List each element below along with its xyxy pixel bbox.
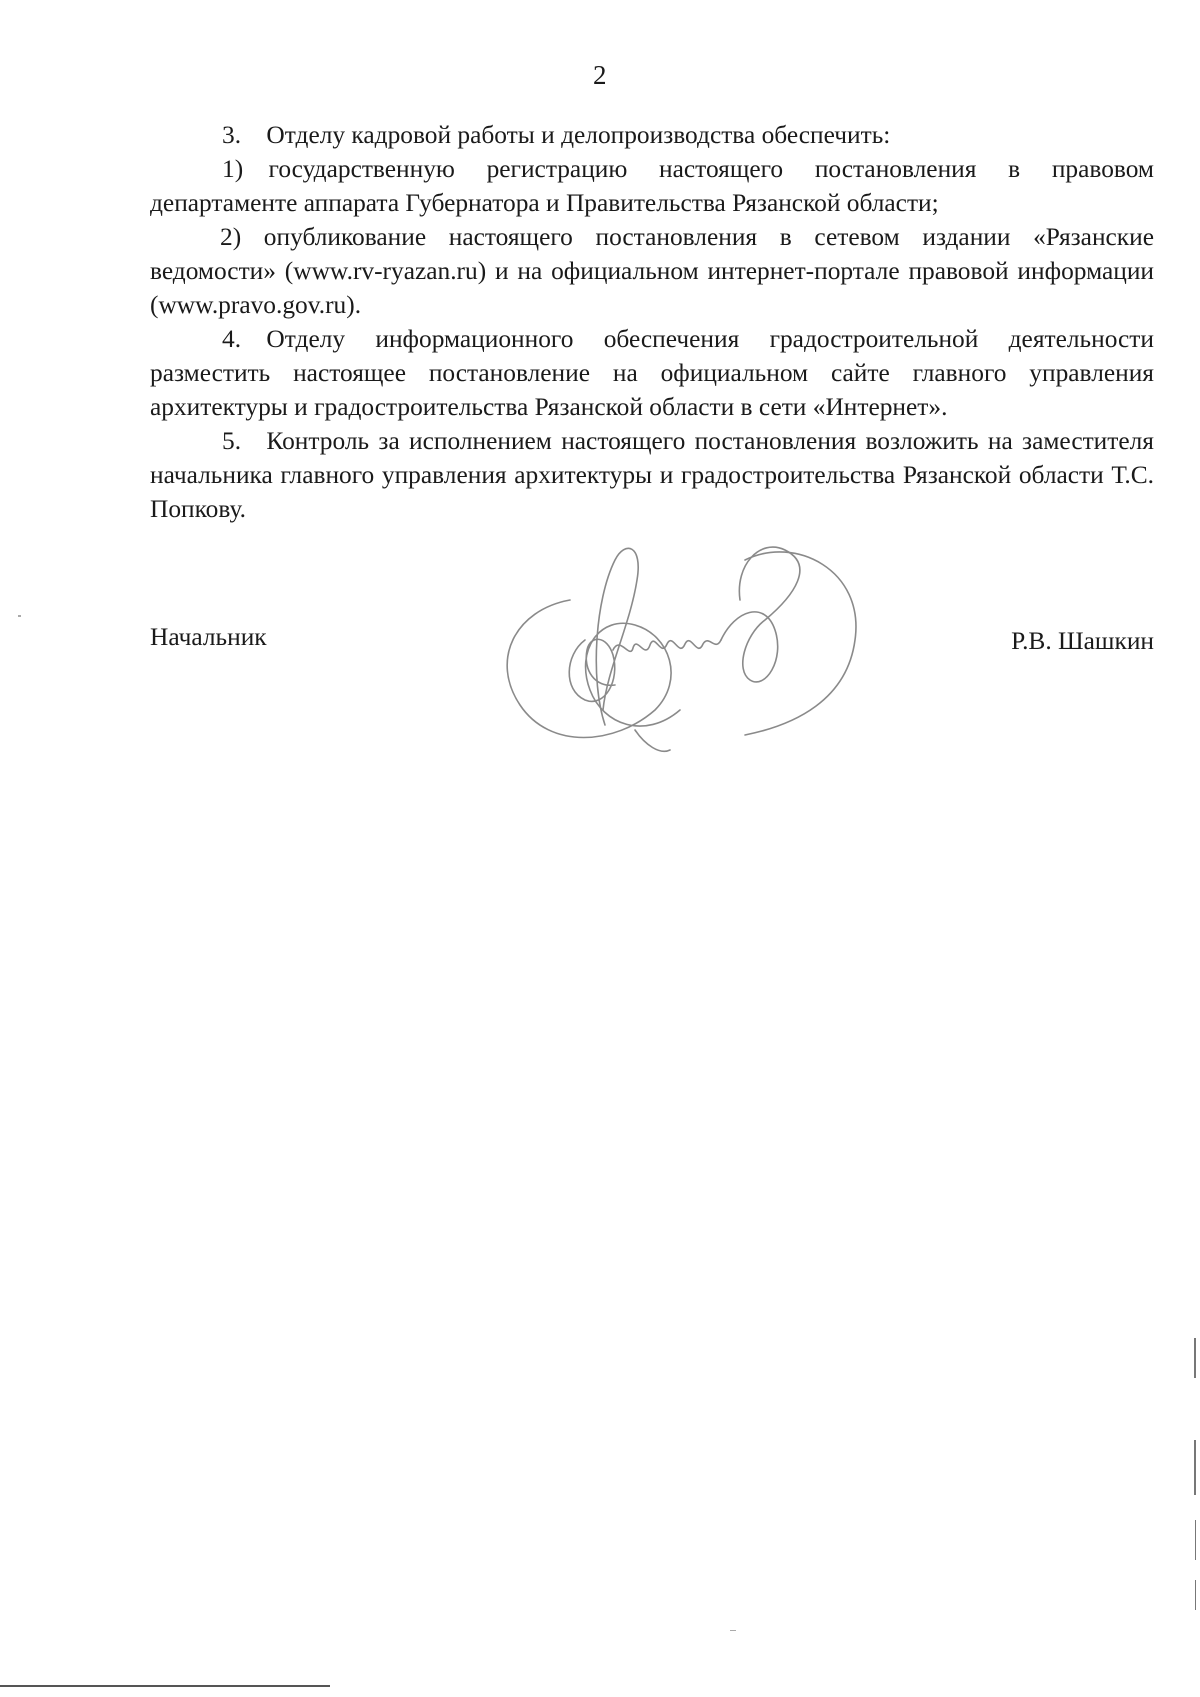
signatory-name: Р.В. Шашкин [1011, 627, 1154, 655]
scan-edge-mark [1195, 1520, 1196, 1560]
paragraph-subitem-2: 2) опубликование настоящего постановления в сетевом издании «Рязанские ведомости» (www.rv-ryazan.ru) и на официальном интернет-портале правовой информации (www.pravo.gov.ru). [150, 223, 1154, 319]
paragraph-item-3: 3. Отделу кадровой работы и делопроизводства обеспечить: [222, 121, 891, 149]
signatory-title: Начальник [150, 623, 267, 651]
page-number: 2 [593, 60, 607, 90]
scan-edge-mark [1194, 1440, 1196, 1495]
scan-bottom-edge [0, 1685, 330, 1687]
scan-edge-mark [1194, 1338, 1196, 1378]
scan-edge-mark [1195, 1580, 1196, 1610]
paragraph-subitem-1: 1) государственную регистрацию настоящего постановления в правовом департаменте аппарата Губернатора и Правительства Рязанской области; [150, 155, 1154, 217]
handwritten-signature [495, 540, 875, 775]
document-body [150, 118, 1154, 526]
scan-speck [730, 1630, 736, 1631]
scan-speck [18, 615, 21, 617]
paragraph-item-5: 5. Контроль за исполнением настоящего постановления возложить на заместителя начальника главного управления архитектуры и градостроительства Рязанской области Т.С. Попкову. [150, 427, 1154, 523]
paragraph-item-4: 4. Отделу информационного обеспечения градостроительной деятельности разместить настоящее постановление на официальном сайте главного управления архитектуры и градостроительства Рязанской области в сети «Интернет». [150, 325, 1154, 421]
